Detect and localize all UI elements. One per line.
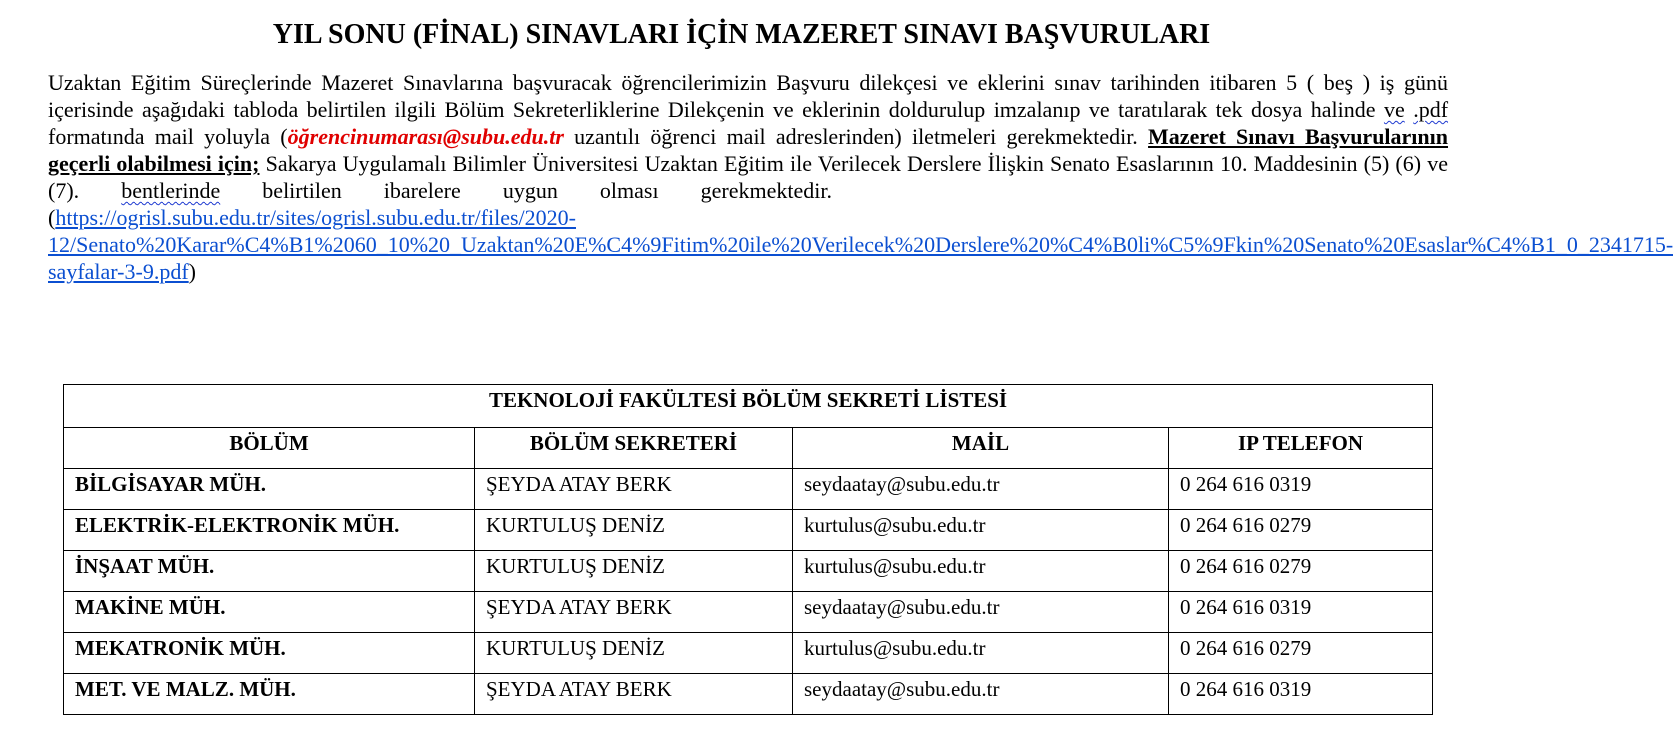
table-caption-row <box>64 385 1433 428</box>
table-row <box>64 674 1433 715</box>
spellcheck-word-pdf: .pdf <box>1413 97 1449 122</box>
department-cell: MET. VE MALZ. MÜH. <box>64 674 475 715</box>
secretary-cell: ŞEYDA ATAY BERK <box>475 469 793 510</box>
mail-cell: kurtulus@subu.edu.tr <box>793 551 1169 592</box>
instructions-text-2: formatında mail yoluyla ( <box>48 124 288 149</box>
phone-cell: 0 264 616 0279 <box>1169 633 1433 674</box>
table-row <box>64 551 1433 592</box>
table-row <box>64 592 1433 633</box>
open-paren: ( <box>48 205 56 230</box>
mail-cell: seydaatay@subu.edu.tr <box>793 674 1169 715</box>
phone-cell: 0 264 616 0279 <box>1169 551 1433 592</box>
department-cell: BİLGİSAYAR MÜH. <box>64 469 475 510</box>
secretary-cell: ŞEYDA ATAY BERK <box>475 674 793 715</box>
mail-cell: kurtulus@subu.edu.tr <box>793 633 1169 674</box>
column-header-ip-phone: IP TELEFON <box>1169 428 1433 469</box>
table-caption: TEKNOLOJİ FAKÜLTESİ BÖLÜM SEKRETİ LİSTESİ <box>64 385 1433 428</box>
instructions-space <box>1405 97 1413 122</box>
spellcheck-word-bentlerinde: bentlerinde <box>121 178 221 203</box>
phone-cell: 0 264 616 0279 <box>1169 510 1433 551</box>
department-cell: MEKATRONİK MÜH. <box>64 633 475 674</box>
instructions-text-4: Sakarya Uygulamalı Bilimler Üniversitesi Uzaktan Eğitim ile Verilecek Derslere İlişkin Senato Esaslarının 10. Maddesinin (5) (6) ve (7). <box>48 151 1448 203</box>
department-cell: ELEKTRİK-ELEKTRONİK MÜH. <box>64 510 475 551</box>
secretary-cell: KURTULUŞ DENİZ <box>475 633 793 674</box>
spellcheck-word-ve: ve <box>1383 97 1405 122</box>
phone-cell: 0 264 616 0319 <box>1169 592 1433 633</box>
secretary-cell: KURTULUŞ DENİZ <box>475 510 793 551</box>
senato-document-link[interactable]: https://ogrisl.subu.edu.tr/sites/ogrisl.subu.edu.tr/files/2020-12/Senato%20Karar%C4%B1%2060_10%20_Uzaktan%20E%C4%9Fitim%20ile%20Verilecek%20Derslere%20%C4%B0li%C5%9Fkin%20Senato%20Esaslar%C4%B1_0_2341715-sayfalar-3-9.pdf <box>48 205 1673 284</box>
column-header-secretary: BÖLÜM SEKRETERİ <box>475 428 793 469</box>
instructions-text-3: uzantılı öğrenci mail adreslerinden) iletmeleri gerekmektedir. <box>563 124 1149 149</box>
student-email-pattern: öğrencinumarası@subu.edu.tr <box>287 124 564 149</box>
validity-heading: Mazeret Sınavı Başvurularının geçerli olabilmesi için; <box>48 124 1449 176</box>
phone-cell: 0 264 616 0319 <box>1169 674 1433 715</box>
table-row <box>64 469 1433 510</box>
table-row <box>64 633 1433 674</box>
mail-cell: seydaatay@subu.edu.tr <box>793 592 1169 633</box>
mail-cell: seydaatay@subu.edu.tr <box>793 469 1169 510</box>
instructions-text-1: Uzaktan Eğitim Süreçlerinde Mazeret Sınavlarına başvuracak öğrencilerimizin Başvuru dilekçesi ve eklerini sınav tarihinden itibaren 5 ( beş ) iş günü içerisinde aşağıdaki tabloda belirtilen ilgili Bölüm Sekreterliklerine Dilekçenin ve eklerinin doldurulup imzalanıp ve taratılarak tek dosya halinde <box>48 70 1448 122</box>
secretary-table <box>63 384 1433 715</box>
column-header-department: BÖLÜM <box>64 428 475 469</box>
instructions-text-5: belirtilen ibarelere uygun olması gerekmektedir. <box>220 178 832 203</box>
close-paren: ) <box>188 259 196 284</box>
department-cell: MAKİNE MÜH. <box>64 592 475 633</box>
column-header-mail: MAİL <box>793 428 1169 469</box>
secretary-cell: ŞEYDA ATAY BERK <box>475 592 793 633</box>
mail-cell: kurtulus@subu.edu.tr <box>793 510 1169 551</box>
table-header-row <box>64 428 1433 469</box>
phone-cell: 0 264 616 0319 <box>1169 469 1433 510</box>
page-title: YIL SONU (FİNAL) SINAVLARI İÇİN MAZERET SINAVI BAŞVURULARI <box>272 19 1211 50</box>
instructions-paragraph <box>48 69 1673 285</box>
table-row <box>64 510 1433 551</box>
secretary-cell: KURTULUŞ DENİZ <box>475 551 793 592</box>
department-cell: İNŞAAT MÜH. <box>64 551 475 592</box>
